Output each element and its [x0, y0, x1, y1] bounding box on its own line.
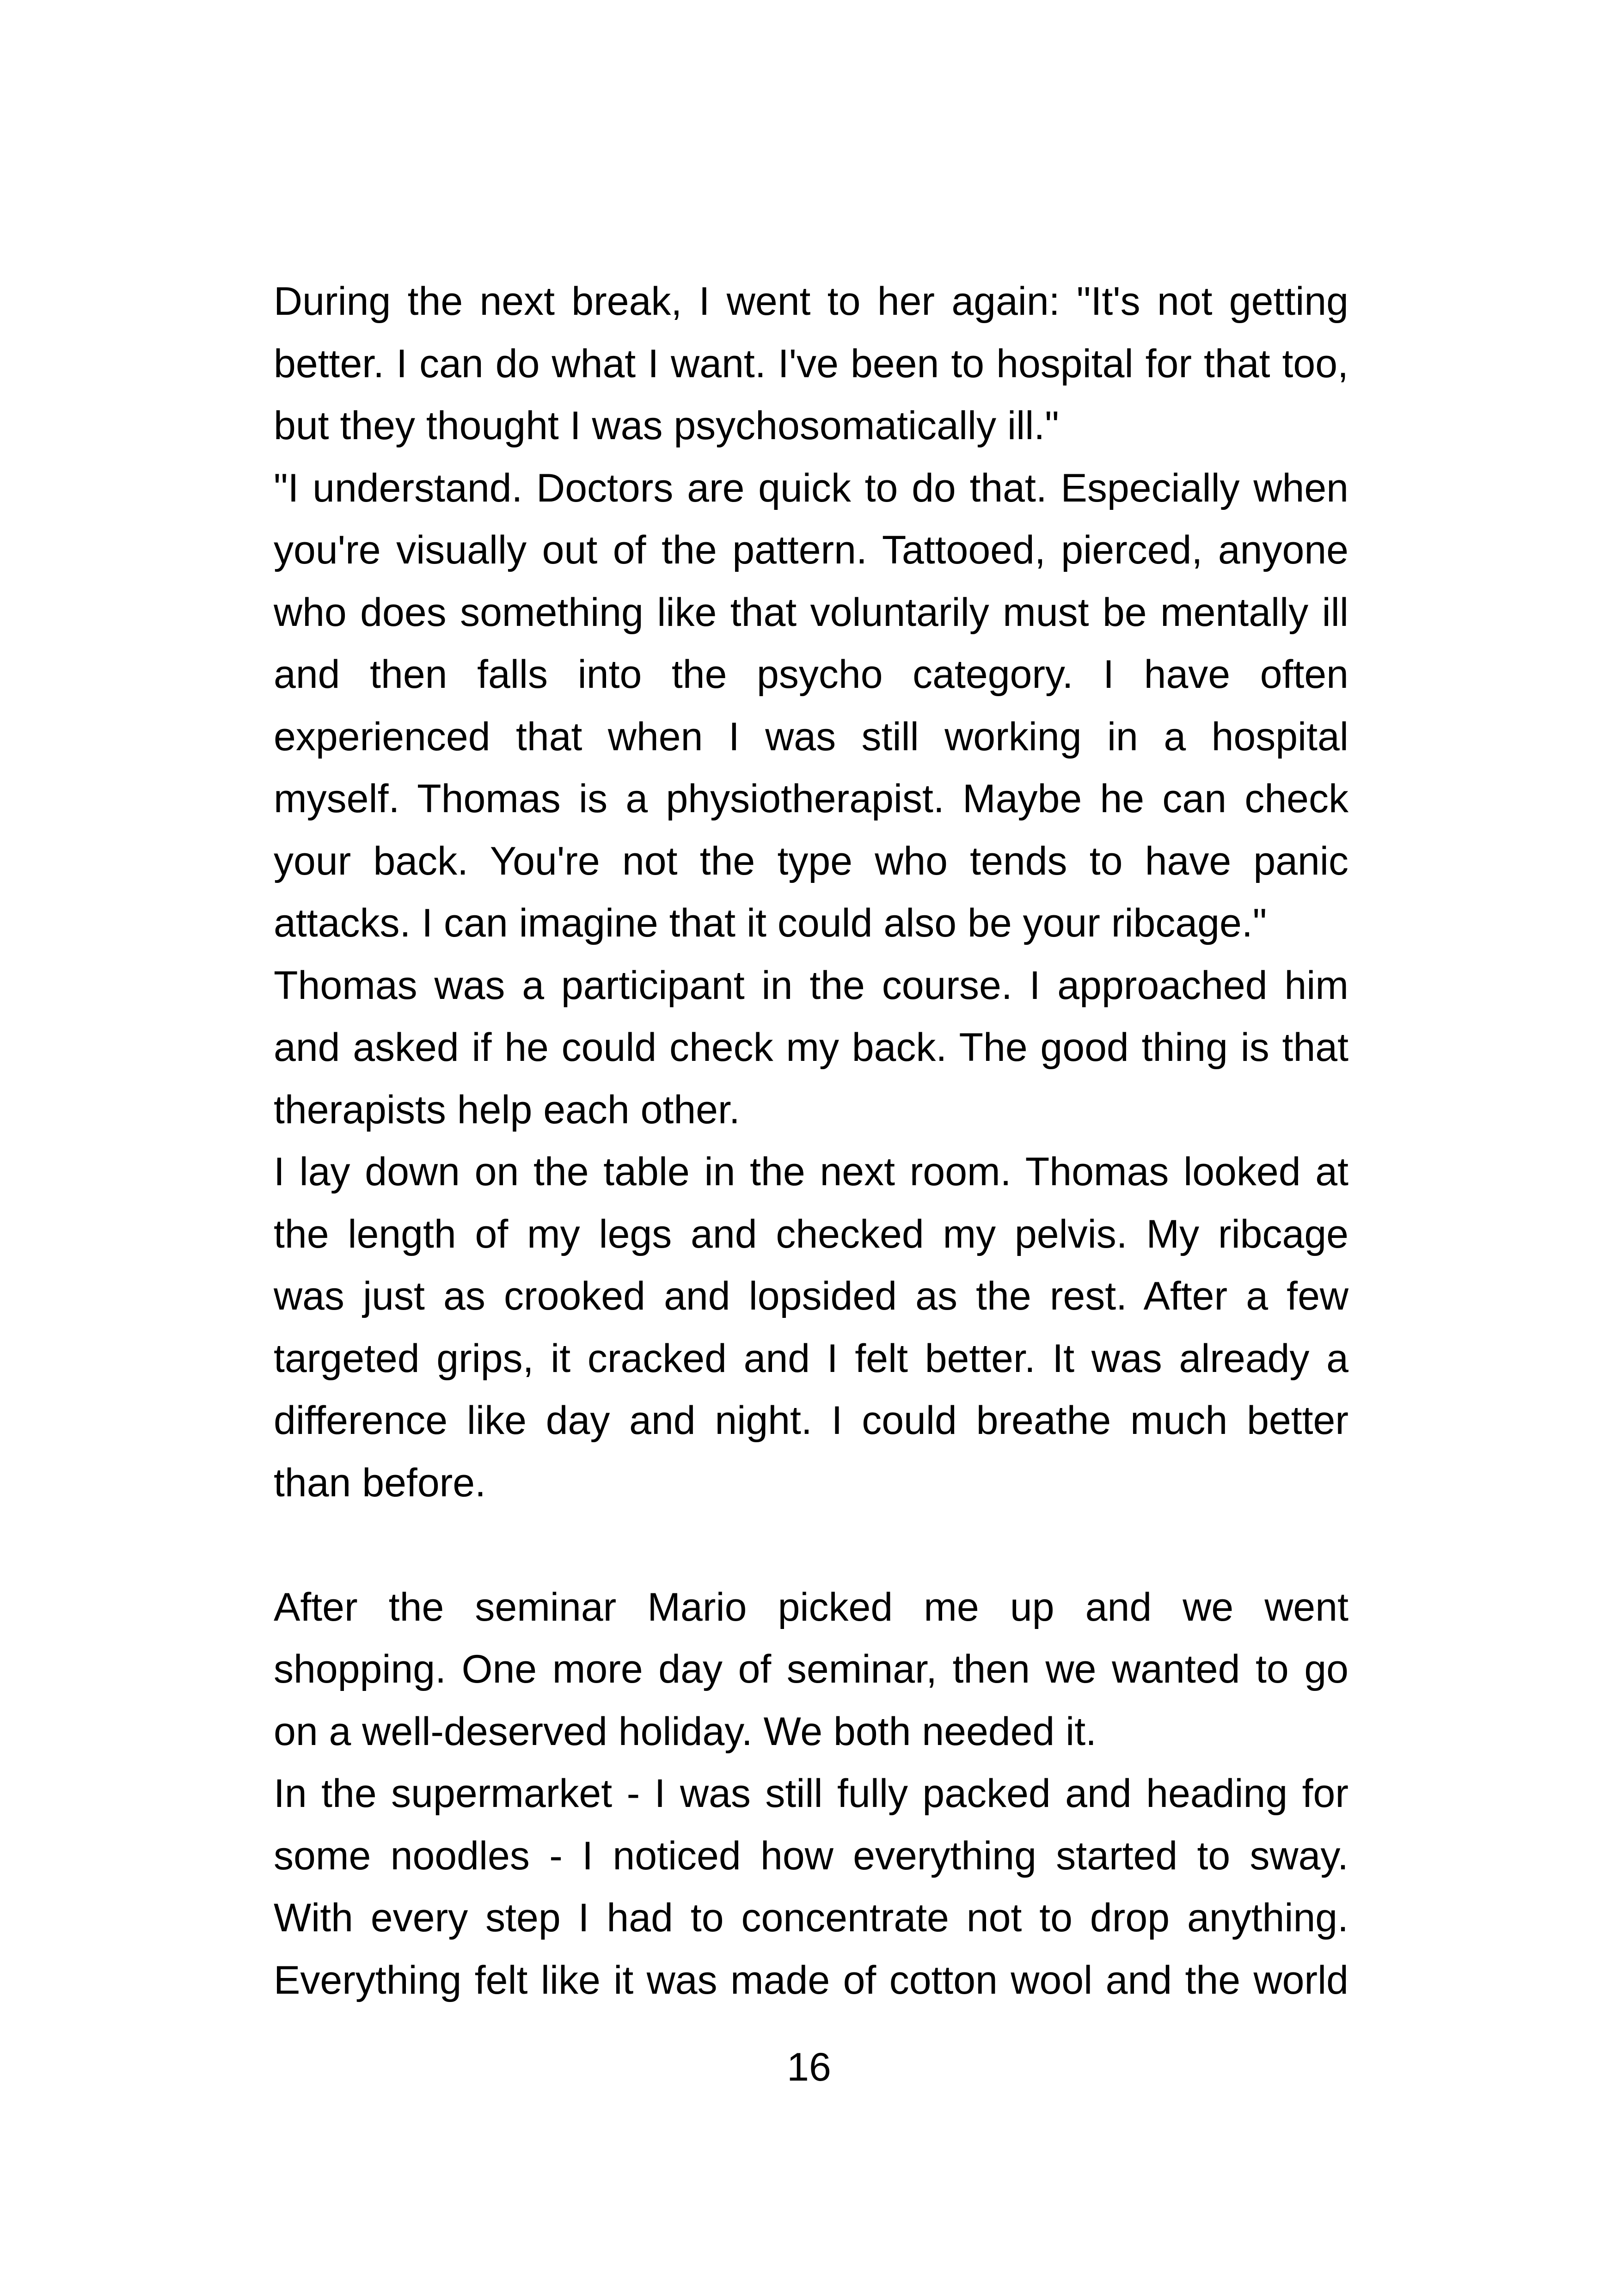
body-text [274, 270, 1348, 2011]
paragraph: Thomas was a participant in the course. I approached him and asked if he could check my back. The good thing is that therapists help each other. [274, 963, 1348, 1132]
paragraph: After the seminar Mario picked me up and we went shopping. One more day of seminar, then we wanted to go on a well-deserved holiday. We both needed it. [274, 1585, 1348, 1754]
paragraph: In the supermarket - I was still fully packed and heading for some noodles - I noticed how everything started to sway. With every step I had to concentrate not to drop anything. Everything felt like it was made of cotton wool and the world [274, 1771, 1348, 2002]
paragraph: "I understand. Doctors are quick to do that. Especially when you're visually out of the pattern. Tattooed, pierced, anyone who does something like that voluntarily must be mentally ill and then falls into the psycho category. I have often experienced that when I was still working in a hospital myself. Thomas is a physiotherapist. Maybe he can check your back. You're not the type who tends to have panic attacks. I can imagine that it could also be your ribcage." [274, 465, 1348, 945]
paragraph: During the next break, I went to her again: "It's not getting better. I can do what I want. I've been to hospital for that too, but they thought I was psychosomatically ill." [274, 279, 1348, 448]
paragraph: I lay down on the table in the next room. Thomas looked at the length of my legs and checked my pelvis. My ribcage was just as crooked and lopsided as the rest. After a few targeted grips, it cracked and I felt better. It was already a difference like day and night. I could breathe much better than before. [274, 1150, 1348, 1505]
page-number: 16 [787, 2045, 831, 2089]
section-break [274, 1514, 1348, 1576]
